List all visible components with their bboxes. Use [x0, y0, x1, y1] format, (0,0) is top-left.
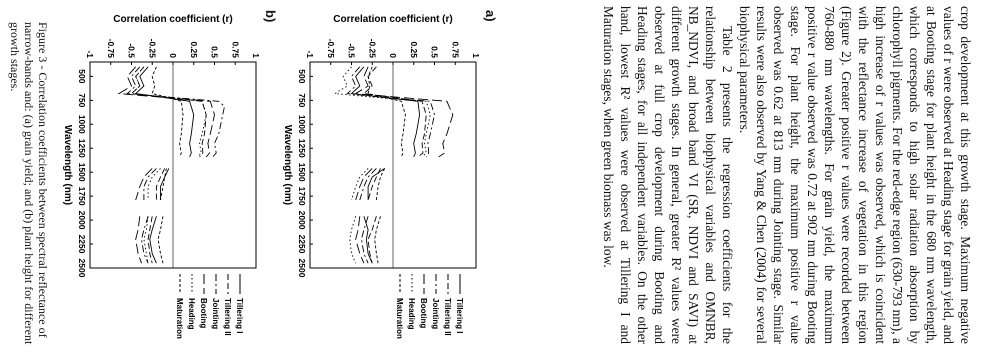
chart-b-series-line [119, 67, 214, 263]
chart-a-x-tick-label: 1000 [297, 114, 307, 134]
chart-b-x-tick-label: 2500 [77, 258, 87, 278]
chart-a-x-tick-label: 2500 [297, 258, 307, 278]
chart-a-legend-label: Maturation [395, 298, 404, 339]
chart-b-x-tick-label: 750 [77, 93, 87, 108]
chart-b-legend-label: Heading [187, 298, 196, 330]
chart-b-y-tick-label: 1 [251, 53, 261, 58]
chart-a-x-axis-label: Wavelength (nm) [282, 124, 293, 206]
chart-a-y-tick-label: -1 [305, 50, 315, 58]
chart-a-y-tick-label: 0.75 [450, 41, 461, 58]
chart-a-x-tick-label: 1250 [297, 138, 307, 158]
chart-a-x-tick-label: 750 [297, 93, 307, 108]
panel-b-label: b) [263, 10, 278, 23]
chart-b-y-tick-label: 0.75 [230, 41, 241, 58]
chart-b-legend-label: Jointing [211, 298, 220, 330]
figure-3 [4, 6, 500, 356]
chart-a-x-tick-label: 500 [297, 69, 307, 84]
chart-a-legend-label: Booting [419, 298, 428, 329]
chart-b-x-tick-label: 1500 [77, 162, 87, 182]
chart-b-x-tick-label: 2000 [77, 210, 87, 230]
chart-a-y-tick-label: 0 [388, 53, 398, 58]
panel-a-label: a) [483, 10, 498, 22]
paragraph-2: Table 2 presents the regression coefficients for the relationship between biophysical variables and OMNBR, NB_NDVI, and broad band VI (SR, NDVI and SAVI) at different growth stages. In general, greater R² values were observed at full crop development during Booting and Heading stages, for all independent variables. On the other hand, lowest R² values were observed at Tillering I and Maturation stages, when green biomass was low. [601, 6, 735, 344]
chart-a-x-tick-label: 1750 [297, 186, 307, 206]
paragraph-1: crop development at this growth stage. Maximum negative values of r were observed at Heading stage for grain yield, and at Booting stage for plant height in the 680 nm wavelength, which corresponds to high solar radiation absorption by chlorophyll pigments. For the red-edge region (630-793 nm), a high increase of r values was observed, which is coincident with the reflectance increase of vegetation in this region (Figure 2). Greater positive r values were recorded between 760-880 nm wavelengths. For grain yield, the maximum positive r value observed was 0.72 at 902 nm during Booting stage. For plant height, the maximum positive r value observed was 0.62 at 813 nm during Jointing stage. Similar results were also observed by Yang & Chen (2004) for several biophysical parameters. [737, 6, 973, 344]
chart-a-svg [280, 6, 500, 356]
chart-b-legend-label: Tillering I [235, 298, 244, 334]
chart-a-y-tick-label: 0.5 [429, 46, 440, 58]
chart-b-y-axis-label: Correlation coefficient (r) [113, 14, 233, 25]
chart-a-legend-label: Heading [407, 298, 416, 330]
chart-b-x-tick-label: 1750 [77, 186, 87, 206]
chart-b-y-tick-label: 0 [168, 53, 178, 58]
chart-a-y-tick-label: -0.25 [367, 38, 378, 58]
body-text [514, 6, 974, 344]
chart-a-legend-label: Tillering II [443, 298, 452, 336]
chart-b-y-tick-label: -0.75 [105, 38, 116, 58]
chart-a-y-tick-label: 1 [471, 53, 481, 58]
chart-b-y-tick-label: 0.5 [209, 46, 220, 58]
chart-b-y-tick-label: -0.25 [147, 38, 158, 58]
chart-b-x-tick-label: 500 [77, 69, 87, 84]
figure-caption: Figure 3 - Correlation coefficients between spectral reflectance of narrow-bands and: (a) grain yield; and (b) plant height for different growth stages. [8, 22, 50, 345]
chart-b-x-tick-label: 2250 [77, 234, 87, 254]
chart-a-x-tick-label: 2000 [297, 210, 307, 230]
chart-b-x-axis-label: Wavelength (nm) [62, 124, 73, 206]
chart-a-legend-label: Jointing [431, 298, 440, 330]
chart-b-svg [60, 6, 280, 356]
chart-b-legend-label: Maturation [175, 298, 184, 339]
chart-a-y-tick-label: -0.5 [346, 43, 357, 58]
chart-b [60, 6, 280, 356]
chart-a-x-tick-label: 2250 [297, 234, 307, 254]
chart-a-legend-label: Tillering I [455, 298, 464, 334]
chart-b-x-tick-label: 1000 [77, 114, 87, 134]
chart-b-series-line [127, 67, 224, 263]
chart-a-x-tick-label: 1500 [297, 162, 307, 182]
chart-b-y-tick-label: 0.25 [188, 41, 199, 58]
chart-a-y-tick-label: 0.25 [408, 41, 419, 58]
chart-a-y-axis-label: Correlation coefficient (r) [333, 14, 453, 25]
chart-a-y-tick-label: -0.75 [325, 38, 336, 58]
chart-b-x-tick-label: 1250 [77, 138, 87, 158]
chart-b-y-tick-label: -0.5 [126, 43, 137, 58]
chart-b-legend-label: Booting [199, 298, 208, 329]
chart-b-y-tick-label: -1 [85, 50, 95, 58]
chart-a [280, 6, 500, 356]
chart-b-legend-label: Tillering II [223, 298, 232, 336]
